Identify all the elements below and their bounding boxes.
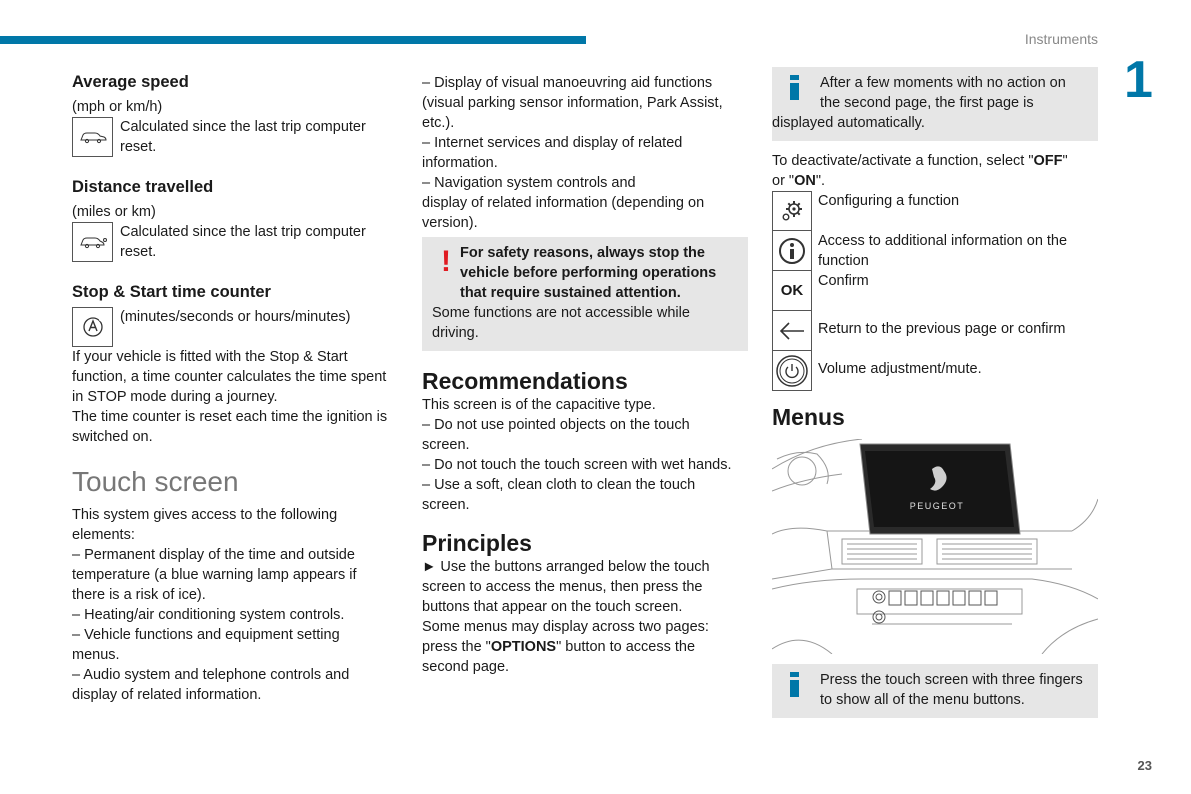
legend-info-label-2: function [818,253,869,269]
page-number: 23 [1137,758,1152,773]
text-line: etc.). [422,115,455,131]
info-box-three-fingers [772,664,1098,718]
text-line: function, a time counter calculates the time spent [72,369,387,385]
car-speed-icon [72,117,113,157]
info-box-second-page [772,67,1098,141]
chapter-number: 1 [1124,51,1153,109]
distance-unit: (miles or km) [72,204,156,220]
heading-principles: Principles [422,530,532,556]
deactivate-line-2 [772,171,1102,191]
on-keyword: ON [794,173,816,189]
warning-exclamation-icon: ! [441,245,451,278]
deactivate-text-2: " [1062,153,1068,169]
deactivate-text-3: or " [772,173,795,189]
button-legend [772,191,1102,391]
info-line: displayed automatically. [772,115,925,131]
stop-start-paragraph [72,347,407,447]
warning-bold-line: that require sustained attention. [460,285,681,301]
text-line: temperature (a blue warning lamp appears if [72,567,357,583]
text-line: version). [422,215,478,231]
text-line: menus. [72,647,120,663]
principles-paragraph [422,557,752,637]
section-title: Instruments [1024,31,1098,47]
warning-line: Some functions are not accessible while [432,305,690,321]
gear-icon [772,191,812,231]
safety-warning-box [422,237,748,351]
warning-bold-text [432,243,738,303]
text-line: – Display of visual manoeuvring aid functions [422,75,713,91]
text-line: Some menus may display across two pages: [422,619,709,635]
text-line: buttons that appear on the touch screen. [422,599,683,615]
legend-back-label: Return to the previous page or confirm [818,321,1066,337]
car-distance-icon [72,222,113,262]
average-speed-unit: (mph or km/h) [72,99,163,115]
warning-line: driving. [432,325,479,341]
text-line: – Permanent display of the time and outside [72,547,355,563]
legend-volume-label: Volume adjustment/mute. [818,361,982,377]
text-line: – Navigation system controls and [422,175,636,191]
text-line: display of related information. [72,687,262,703]
heading-touch-screen: Touch screen [72,466,239,497]
off-keyword: OFF [1033,153,1063,169]
deactivate-line-1 [772,151,1102,171]
text-line: screen. [422,497,470,513]
dashboard-illustration [772,439,1098,654]
info-line: After a few moments with no action on [820,75,1066,91]
info-circle-icon [772,231,812,271]
ok-icon-label: OK [780,281,804,299]
average-speed-item [72,117,407,157]
screen-brand-text: PEUGEOT [909,501,965,511]
features-list [422,73,752,233]
principles-options-line [422,637,752,657]
stop-start-unit: (minutes/seconds or hours/minutes) [120,309,351,325]
text-line: – Use a soft, clean cloth to clean the touch [422,477,696,493]
legend-ok-label: Confirm [818,273,869,289]
stop-start-icon [72,307,113,347]
power-volume-icon [772,351,812,391]
text-line: ► Use the buttons arranged below the touch [422,559,710,575]
stop-start-item [72,307,407,347]
heading-stop-start: Stop & Start time counter [72,283,271,301]
column-right [772,67,1102,718]
warning-text [432,303,738,343]
heading-recommendations: Recommendations [422,368,628,394]
text-line: This system gives access to the following [72,507,338,523]
deactivate-text: To deactivate/activate a function, select " [772,153,1034,169]
text-line: – Audio system and telephone controls and [72,667,350,683]
text-line: elements: [72,527,135,543]
touch-screen-paragraph [72,505,407,705]
ok-icon [772,271,812,311]
legend-ok [772,271,1102,311]
legend-configure-label: Configuring a function [818,193,960,209]
legend-back [772,311,1102,351]
principles-press-text: press the " [422,639,491,655]
column-left [72,72,407,705]
info-line: Press the touch screen with three fingers [820,672,1083,688]
info-text-second-page [772,73,1088,133]
deactivate-text-4: ". [815,173,826,189]
text-line: information. [422,155,498,171]
text-line: screen. [422,437,470,453]
recommendations-list [422,395,752,515]
warning-bold-line: vehicle before performing operations [460,265,717,281]
text-line: there is a risk of ice). [72,587,206,603]
legend-info-label-1: Access to additional information on the [818,233,1068,249]
heading-distance-travelled: Distance travelled [72,178,214,196]
text-line: display of related information (depending on [422,195,705,211]
text-line: – Vehicle functions and equipment setting [72,627,340,643]
text-line: If your vehicle is fitted with the Stop & Start [72,349,348,365]
options-keyword: OPTIONS [490,639,557,655]
column-middle [422,73,752,677]
legend-volume [772,351,1102,391]
average-speed-desc-1: Calculated since the last trip computer [120,119,366,135]
principles-press-text-2: " button to access the [556,639,696,655]
legend-configure [772,191,1102,231]
distance-desc-1: Calculated since the last trip computer [120,224,366,240]
text-line: This screen is of the capacitive type. [422,397,656,413]
info-line: the second page, the first page is [820,95,1034,111]
text-line: – Heating/air conditioning system controls. [72,607,345,623]
heading-menus: Menus [772,404,845,430]
header-accent-bar [0,36,586,44]
average-speed-desc-2: reset. [120,139,157,155]
text-line: (visual parking sensor information, Park Assist, [422,95,723,111]
text-line: screen to access the menus, then press the [422,579,703,595]
back-arrow-icon [772,311,812,351]
distance-item [72,222,407,262]
text-line: switched on. [72,429,153,445]
warning-bold-line: For safety reasons, always stop the [460,245,705,261]
info-icon-2 [790,672,800,698]
legend-info [772,231,1102,271]
text-line: The time counter is reset each time the ignition is [72,409,388,425]
distance-desc-2: reset. [120,244,157,260]
text-line: – Do not touch the touch screen with wet hands. [422,457,732,473]
text-line: in STOP mode during a journey. [72,389,278,405]
info-line: to show all of the menu buttons. [820,692,1025,708]
text-line: – Internet services and display of related [422,135,683,151]
principles-last-line: second page. [422,659,510,675]
heading-average-speed: Average speed [72,73,189,91]
text-line: – Do not use pointed objects on the touch [422,417,690,433]
info-text-three-fingers [782,670,1088,710]
info-icon [790,75,800,101]
